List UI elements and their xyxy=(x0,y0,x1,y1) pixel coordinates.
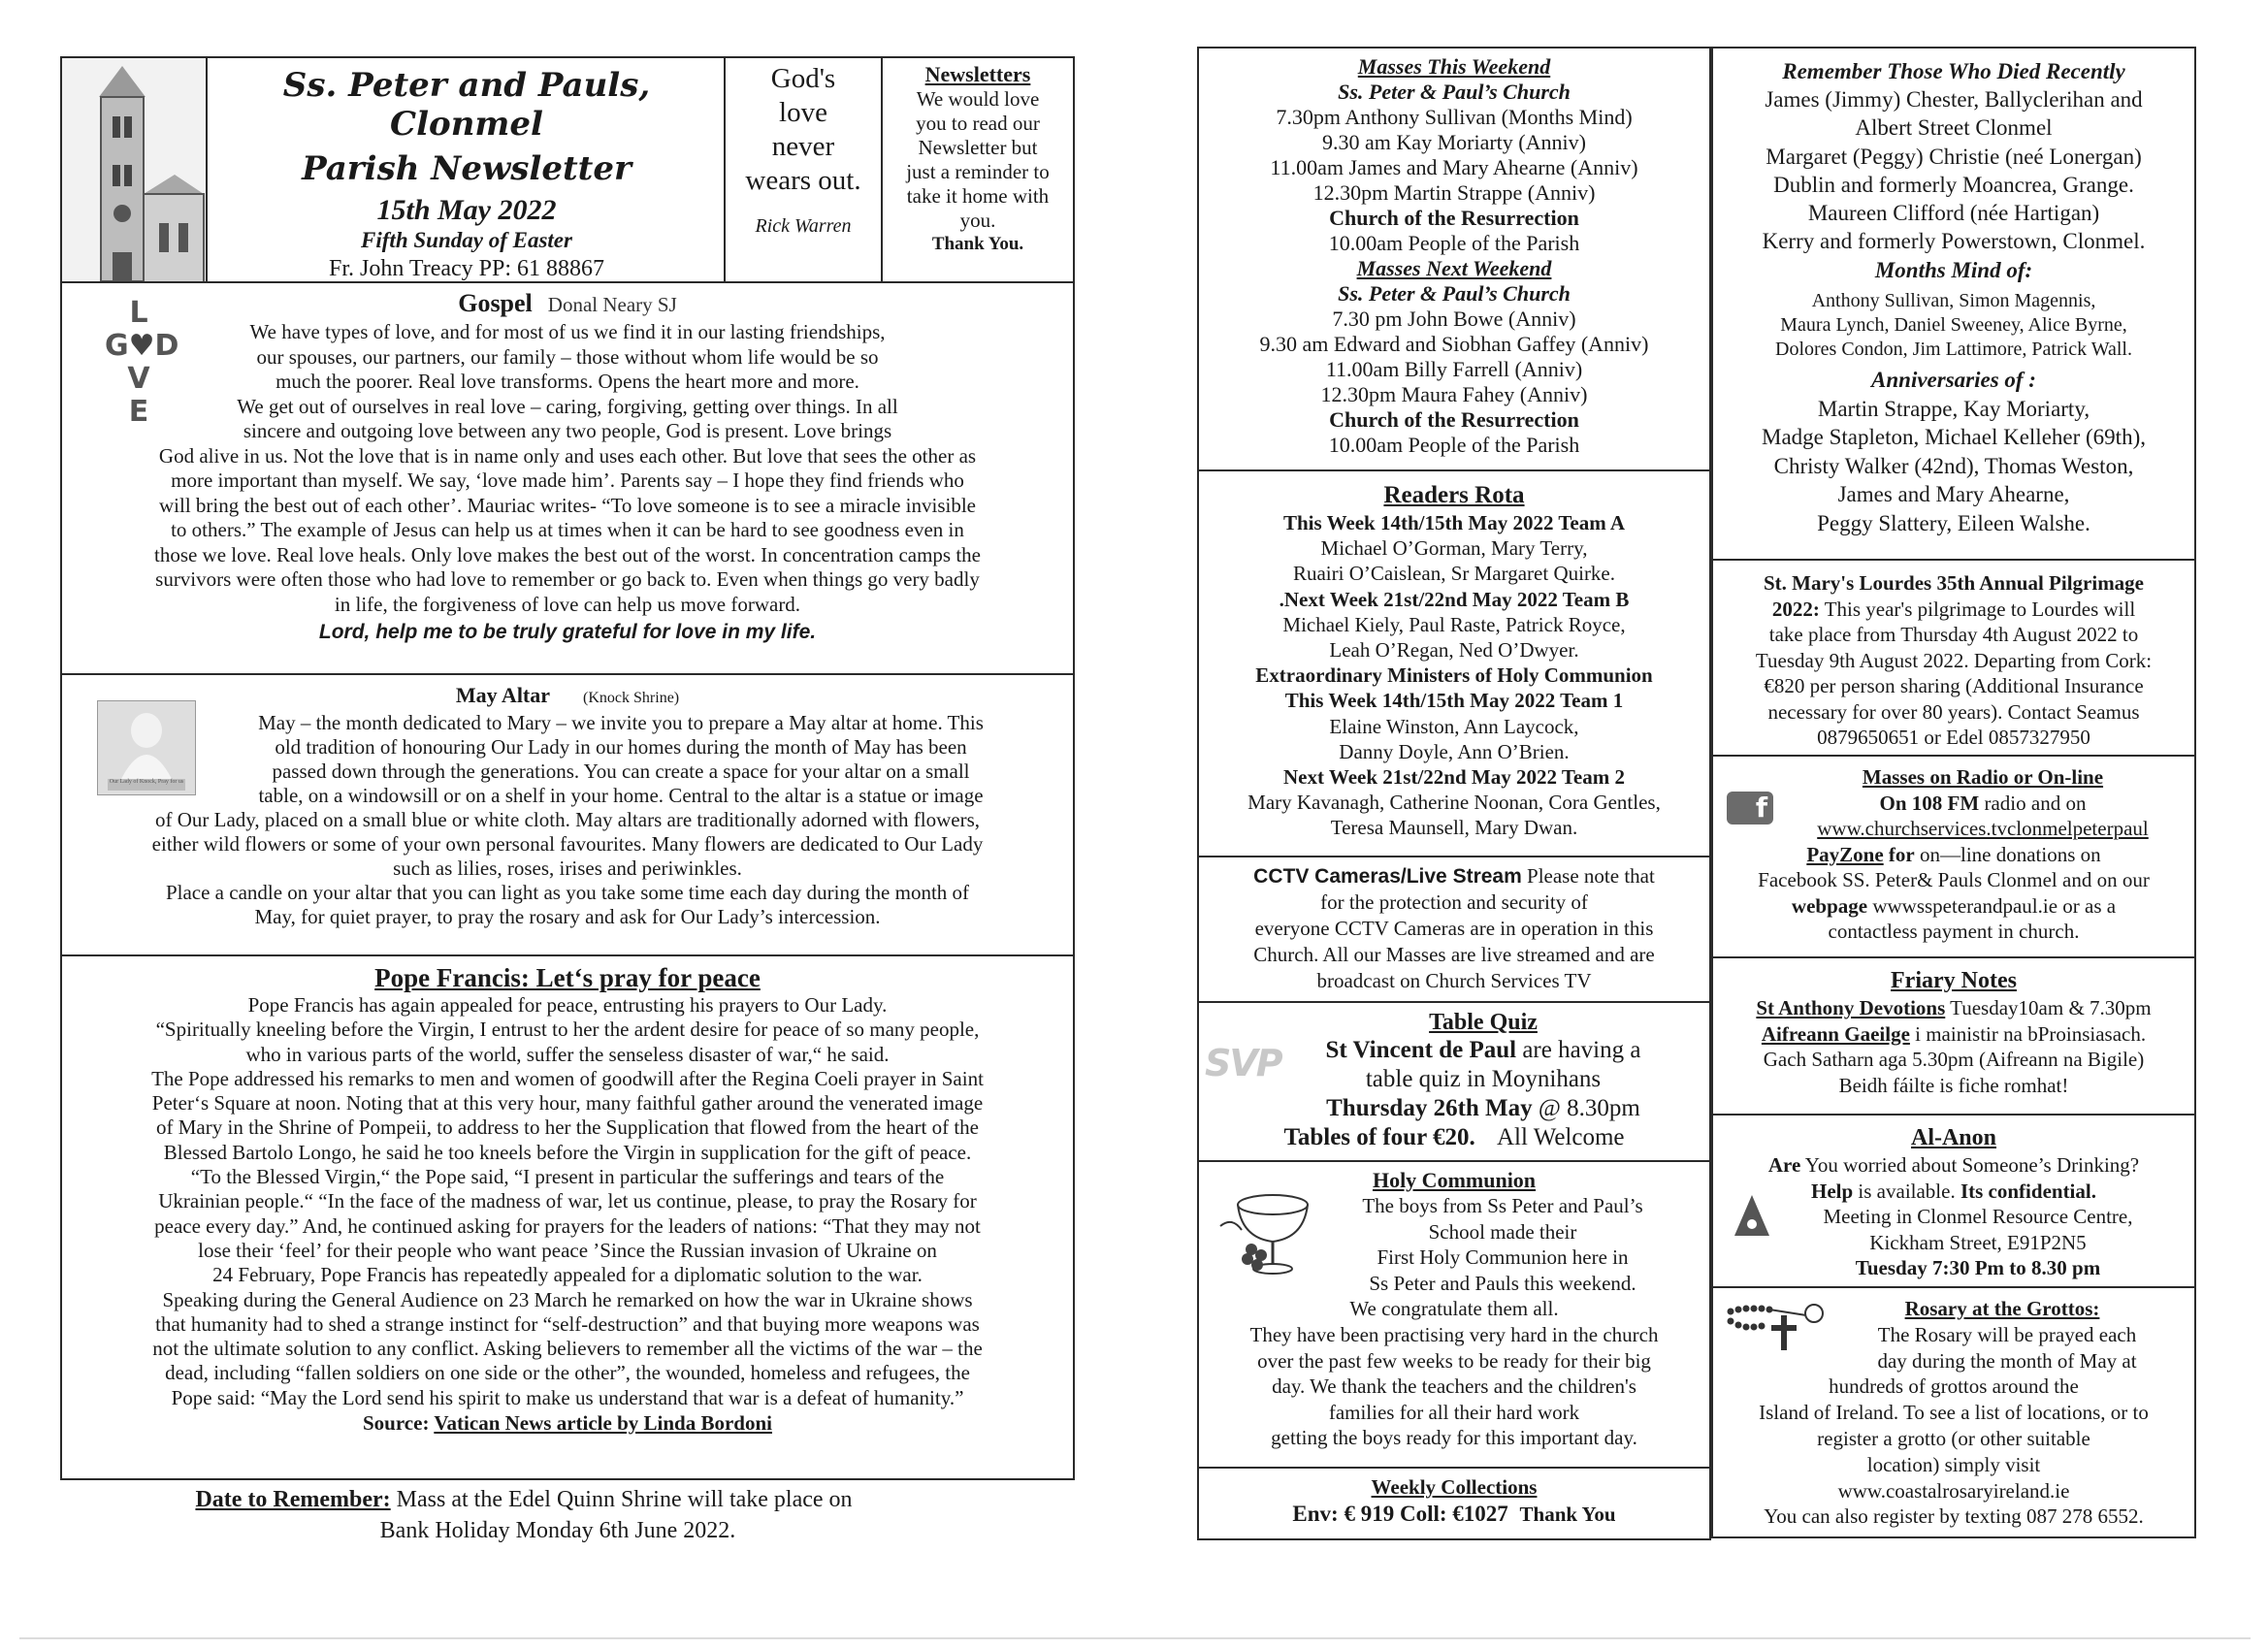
newsletters-line: Newsletter but xyxy=(918,136,1038,159)
pope-line: “To the Blessed Virgin,“ the Pope said, “I present in particular the sufferings and tears of the xyxy=(190,1165,945,1189)
alanon-title: Al-Anon xyxy=(1910,1125,1997,1150)
may-altar-line: May, for quiet prayer, to pray the rosary and ask for Our Lady’s intercession. xyxy=(254,905,881,928)
pope-line: of Mary in the Shrine of Pompeii, to address to her the Supplication that flowed from the heart of the xyxy=(156,1116,979,1140)
gospel-line: in life, the forgiveness of love can help us move forward. xyxy=(334,592,801,616)
died-line: Dublin and formerly Moancrea, Grange. xyxy=(1773,172,2134,197)
lourdes-year: 2022: xyxy=(1771,597,1820,621)
cctv-first-line xyxy=(1199,863,1709,889)
readers-this-week: This Week 14th/15th May 2022 Team A xyxy=(1283,511,1625,534)
gospel-box xyxy=(60,281,1075,675)
alanon-help: Help xyxy=(1811,1179,1854,1203)
pope-line: not the ultimate solution to any conflict. Asking believers to remember all the victims of the war – the xyxy=(152,1337,983,1361)
newsletter-date: 15th May 2022 xyxy=(376,194,557,226)
gospel-line: sincere and outgoing love between any two people, God is present. Love brings xyxy=(243,419,892,442)
communion-line: They have been practising very hard in the church xyxy=(1249,1322,1659,1346)
date-remember-text2: Bank Holiday Monday 6th June 2022. xyxy=(379,1518,736,1543)
gospel-line: to others.” The example of Jesus can help us at times when it can be hard to see goodness even in xyxy=(171,518,964,541)
gospel-line: We get out of ourselves in real love – caring, forgiving, getting over things. In all xyxy=(237,394,898,418)
rosary-line: hundreds of grottos around the xyxy=(1829,1374,2079,1399)
friary-gaeilge-line xyxy=(1713,1021,2194,1048)
love-letter: V xyxy=(127,362,150,396)
pope-line: who in various parts of the world, suffer the senseless disaster of war,“ he said. xyxy=(245,1042,890,1066)
lourdes-line: take place from Thursday 4th August 2022 to xyxy=(1768,623,2139,646)
mass-line: 11.00am Billy Farrell (Anniv) xyxy=(1325,357,1583,381)
love-letter: L xyxy=(129,296,148,330)
contactless-line: contactless payment in church. xyxy=(1828,920,2080,943)
masses-this-title: Masses This Weekend xyxy=(1357,54,1551,79)
radio-fm-rest: radio and on xyxy=(1979,791,2087,815)
quote-line: wears out. xyxy=(745,165,861,196)
gospel-body xyxy=(62,320,1073,617)
masses-box xyxy=(1197,47,1711,471)
communion-title: Holy Communion xyxy=(1372,1168,1537,1192)
pope-line: Pope Francis has again appealed for peace, entrusting his prayers to Our Lady. xyxy=(247,993,888,1017)
newsletters-line: We would love xyxy=(916,87,1040,111)
gospel-line: much the poorer. Real love transforms. Opens the heart more and more. xyxy=(275,370,859,393)
readers-next-week: .Next Week 21st/22nd May 2022 Team B xyxy=(1279,587,1630,611)
radio-url-link[interactable]: www.churchservices.tvclonmelpeterpaul xyxy=(1817,817,2149,840)
quiz-line3 xyxy=(1257,1094,1709,1123)
title-line1: Ss. Peter and Pauls, Clonmel xyxy=(282,66,651,144)
header-box xyxy=(60,56,726,283)
cctv-line: for the protection and security of xyxy=(1320,890,1588,914)
quote-line: God's xyxy=(770,63,836,94)
quiz-date: Thursday 26th May xyxy=(1326,1095,1533,1121)
em-line: Mary Kavanagh, Catherine Noonan, Cora Gentles, xyxy=(1247,791,1661,815)
gospel-line: survivors were often those who had love to remember or go back to. Even when things go very badly xyxy=(155,567,980,591)
quiz-time: @ 8.30pm xyxy=(1538,1095,1640,1121)
friary-line: Gach Satharn aga 5.30pm (Aifreann na Bigile) xyxy=(1763,1048,2145,1071)
payzone-line xyxy=(1713,842,2194,868)
gospel-line: more important than myself. We say, ‘love made him’. Parents say – I hope they find friends who xyxy=(171,469,964,492)
cctv-line: broadcast on Church Services TV xyxy=(1316,969,1592,992)
love-letter-g: G xyxy=(105,329,129,363)
pope-line: Pope said: “May the Lord send his spirit to make us understand that war is a defeat of humanity.” xyxy=(171,1385,964,1409)
gospel-line: We have types of love, and for most of us we find it in our lasting friendships, xyxy=(249,320,886,343)
pope-line: Peter‘s Square at noon. Noting that at this very hour, many faithful gather around the venerated image xyxy=(151,1091,984,1116)
quote-text xyxy=(726,62,881,198)
gospel-prayer: Lord, help me to be truly grateful for love in my life. xyxy=(318,621,817,643)
cctv-box xyxy=(1197,856,1711,1003)
church-image xyxy=(62,58,208,283)
may-altar-line: Place a candle on your altar that you can light as you take some time each day during the month of xyxy=(165,881,970,904)
may-altar-line: May – the month dedicated to Mary – we invite you to prepare a May altar at home. This xyxy=(258,711,984,734)
pope-line: 24 February, Pope Francis has repeatedly appealed for a diplomatic solution to the war. xyxy=(212,1263,923,1287)
mass-line: 7.30 pm John Bowe (Anniv) xyxy=(1332,307,1576,331)
anniversary-line: Christy Walker (42nd), Thomas Weston, xyxy=(1773,453,2134,478)
pope-line: peace every day.” And, he continued asking for prayers for the leaders of nations: “That they may not xyxy=(154,1213,981,1238)
pope-line: that humanity had to shed a strange instinct for “self-destruction” and that buying more weapons was xyxy=(155,1311,980,1336)
quiz-welcome: All Welcome xyxy=(1496,1124,1625,1150)
image-caption: Our Lady of Knock, Pray for us xyxy=(109,779,184,785)
em-line: Teresa Maunsell, Mary Dwan. xyxy=(1330,816,1578,840)
heart-icon: ♥ xyxy=(128,329,155,363)
love-letter-d: D xyxy=(154,329,179,363)
quiz-line1 xyxy=(1257,1036,1709,1065)
communion-line: getting the boys ready for this important day. xyxy=(1271,1426,1637,1450)
em-line: Danny Doyle, Ann O’Brien. xyxy=(1339,739,1570,763)
reader-line: Michael O’Gorman, Mary Terry, xyxy=(1320,536,1588,561)
communion-line: over the past few weeks to be ready for their big xyxy=(1257,1348,1651,1373)
lourdes-title: St. Mary's Lourdes 35th Annual Pilgrimage xyxy=(1763,571,2145,595)
source-link[interactable]: Vatican News article by Linda Bordoni xyxy=(434,1411,772,1436)
em-this-week: This Week 14th/15th May 2022 Team 1 xyxy=(1284,689,1624,713)
gospel-heading xyxy=(62,289,1073,318)
reader-line: Leah O’Regan, Ned O’Dwyer. xyxy=(1329,638,1579,663)
quote-line: never xyxy=(771,131,835,162)
date-remember-line1 xyxy=(60,1484,1075,1515)
source-label: Source: xyxy=(363,1411,430,1436)
quiz-title: Table Quiz xyxy=(1429,1010,1538,1035)
date-remember-label: Date to Remember: xyxy=(195,1487,391,1512)
mass-line: 10.00am People of the Parish xyxy=(1328,231,1580,255)
communion-line: School made their xyxy=(1428,1219,1577,1244)
alanon-line: Meeting in Clonmel Resource Centre, xyxy=(1823,1205,2133,1228)
died-line: Albert Street Clonmel xyxy=(1855,115,2053,141)
quiz-svp-name: St Vincent de Paul xyxy=(1325,1037,1517,1063)
pope-source xyxy=(62,1410,1073,1436)
mass-line: 10.00am People of the Parish xyxy=(1328,433,1580,457)
priest-1: Fr. John Treacy PP: 61 88867 xyxy=(328,256,605,281)
radio-fm-line xyxy=(1713,791,2194,817)
newsletters-line: you to read our xyxy=(916,112,1040,135)
quote-author: Rick Warren xyxy=(755,215,852,237)
months-mind-line: Maura Lynch, Daniel Sweeney, Alice Byrne, xyxy=(1780,313,2127,336)
communion-line: We congratulate them all. xyxy=(1349,1297,1559,1321)
collections-thanks: Thank You xyxy=(1519,1503,1616,1526)
communion-line: day. We thank the teachers and the children's xyxy=(1272,1374,1636,1399)
rosary-line: You can also register by texting 087 278 6552. xyxy=(1764,1504,2144,1529)
mass-line: 12.30pm Maura Fahey (Anniv) xyxy=(1320,382,1588,406)
may-altar-line: such as lilies, roses, irises and periwinkles. xyxy=(393,857,742,880)
facebook-icon-glyph: f xyxy=(1755,792,1767,824)
pope-line: Speaking during the General Audience on 23 March he remarked on how the war in Ukraine shows xyxy=(162,1287,973,1311)
rosary-line: register a grotto (or other suitable xyxy=(1817,1426,2090,1450)
gospel-line: will bring the best out of each other’. Mauriac writes- “To love someone is to see a miracle invisible xyxy=(159,493,976,517)
lourdes-line: necessary for over 80 years). Contact Seamus xyxy=(1767,699,2140,724)
church-tower-icon xyxy=(62,58,206,283)
masses-next-church: Ss. Peter & Paul’s Church xyxy=(1338,281,1571,306)
pope-line: Blessed Bartolo Longo, he said he too kneels before the Virgin in supplication for the gift of peace. xyxy=(163,1140,972,1164)
newsletters-title: Newsletters xyxy=(924,62,1031,86)
may-altar-line: either wild flowers or some of your own personal favourites. Many flowers are dedicated to Our Lady xyxy=(151,832,984,856)
alanon-are: Are xyxy=(1767,1153,1801,1177)
readers-title: Readers Rota xyxy=(1383,482,1525,508)
communion-box xyxy=(1197,1160,1711,1469)
months-mind-line: Dolores Condon, Jim Lattimore, Patrick Wall. xyxy=(1775,338,2132,360)
radio-fm: On 108 FM xyxy=(1879,791,1980,815)
months-mind-line: Anthony Sullivan, Simon Magennis, xyxy=(1811,289,2096,311)
friary-gaeilge: Aifreann Gaeilge xyxy=(1761,1021,1910,1046)
lourdes-line: 0879650651 or Edel 0857327950 xyxy=(1817,726,2090,749)
masses-next-resurrection: Church of the Resurrection xyxy=(1329,407,1579,432)
lourdes-line2 xyxy=(1713,597,2194,623)
friary-box xyxy=(1711,956,2196,1116)
quiz-line2: table quiz in Moynihans xyxy=(1365,1066,1602,1092)
em-line: Elaine Winston, Ann Laycock, xyxy=(1329,714,1579,738)
pope-line: dead, including “fallen soldiers on one side or the other”, the wounded, homeless and refugees, the xyxy=(165,1361,970,1385)
radio-box xyxy=(1711,755,2196,958)
webpage-line xyxy=(1713,893,2194,920)
may-altar-title: May Altar xyxy=(455,683,551,707)
lourdes-line: Tuesday 9th August 2022. Departing from Cork: xyxy=(1755,648,2153,672)
died-line: James (Jimmy) Chester, Ballyclerihan and xyxy=(1765,87,2143,112)
may-altar-line: old tradition of honouring Our Lady in our homes during the month of May has been xyxy=(275,735,967,759)
gospel-line: God alive in us. Not the love that is in name only and uses each other. But love that sees the other as xyxy=(158,443,977,468)
facebook-line: Facebook SS. Peter& Pauls Clonmel and on our xyxy=(1758,868,2150,891)
masses-this-church: Ss. Peter & Paul’s Church xyxy=(1338,80,1571,104)
may-altar-line: table, on a windowsill or on a shelf in your home. Central to the altar is a statue or image xyxy=(258,784,984,807)
date-remember-text1: Mass at the Edel Quinn Shrine will take place on xyxy=(396,1487,853,1512)
anniversaries-title: Anniversaries of : xyxy=(1871,367,2036,392)
rosary-line: The Rosary will be prayed each xyxy=(1877,1322,2137,1346)
quote-line: love xyxy=(779,97,827,128)
collections-amounts: Env: € 919 Coll: €1027 xyxy=(1292,1502,1508,1526)
lourdes-line: €820 per person sharing (Additional Insurance xyxy=(1764,674,2144,697)
alanon-line: Kickham Street, E91P2N5 xyxy=(1869,1230,2087,1254)
mass-line: 7.30pm Anthony Sullivan (Months Mind) xyxy=(1276,105,1633,129)
died-line: Kerry and formerly Powerstown, Clonmel. xyxy=(1762,229,2146,254)
payzone-link[interactable]: PayZone xyxy=(1806,842,1884,866)
pope-line: The Pope addressed his remarks to men and women of goodwill after the Regina Coeli prayer in Saint xyxy=(151,1066,984,1090)
friary-line: Beidh fáilte is fiche romhat! xyxy=(1838,1073,2069,1097)
may-altar-line: passed down through the generations. You can create a space for your altar on a small xyxy=(272,760,970,783)
reader-line: Michael Kiely, Paul Raste, Patrick Royce, xyxy=(1282,612,1626,636)
friary-devotions-line xyxy=(1713,995,2194,1021)
newsletter-title xyxy=(208,66,726,188)
may-altar-subtitle: (Knock Shrine) xyxy=(583,690,680,706)
rosary-url[interactable]: www.coastalrosaryireland.ie xyxy=(1837,1478,2070,1503)
communion-line: Ss Peter and Pauls this weekend. xyxy=(1369,1271,1636,1295)
gospel-line: our spouses, our partners, our family – those without whom life would be so xyxy=(256,344,879,369)
alanon-question xyxy=(1713,1152,2194,1179)
friary-devotions: St Anthony Devotions xyxy=(1756,996,1946,1019)
anniversary-line: James and Mary Ahearne, xyxy=(1837,482,2070,507)
masses-next-title: Masses Next Weekend xyxy=(1356,256,1552,280)
radio-title: Masses on Radio or On-line xyxy=(1862,765,2104,789)
love-letter: E xyxy=(128,395,149,429)
collections-title: Weekly Collections xyxy=(1371,1475,1538,1499)
quiz-text: are having a xyxy=(1522,1037,1641,1063)
lourdes-text: This year's pilgrimage to Lourdes will xyxy=(1819,597,2136,621)
pope-line: “Spiritually kneeling before the Virgin, I entrust to her the ardent desire for peace of so many people, xyxy=(155,1018,980,1042)
pope-body xyxy=(62,993,1073,1410)
page-fold-line xyxy=(19,1637,2251,1639)
may-altar-heading xyxy=(62,683,1073,708)
alanon-help-line xyxy=(1713,1179,2194,1205)
cctv-line: Please note that xyxy=(1527,864,1655,888)
anniversary-line: Peggy Slattery, Eileen Walshe. xyxy=(1817,510,2090,535)
gospel-line: those we love. Real love heals. Only love makes the best out of the worst. In concentration camps the xyxy=(153,542,982,566)
alanon-confidential: Its confidential. xyxy=(1955,1179,2096,1203)
newsletters-line: take it home with xyxy=(906,184,1050,208)
webpage-label: webpage xyxy=(1791,893,1868,918)
may-altar-box xyxy=(60,673,1075,956)
pope-line: Ukrainian people.“ “In the face of the madness of war, let us continue, please, to pray the Rosary for xyxy=(158,1189,977,1213)
rosary-box xyxy=(1711,1286,2196,1538)
rosary-line: day during the month of May at xyxy=(1877,1348,2137,1373)
may-altar-body xyxy=(62,711,1073,929)
alanon-question-rest: You worried about Someone’s Drinking? xyxy=(1800,1153,2140,1177)
gospel-title: Gospel xyxy=(458,289,533,317)
mass-line: 12.30pm Martin Strappe (Anniv) xyxy=(1312,180,1596,205)
rosary-line: location) simply visit xyxy=(1866,1452,2041,1476)
mass-line: 9.30 am Edward and Siobhan Gaffey (Anniv) xyxy=(1259,332,1649,356)
quiz-box xyxy=(1197,1001,1711,1162)
rosary-title: Rosary at the Grottos: xyxy=(1904,1297,2100,1320)
rosary-line: Island of Ireland. To see a list of locations, or to xyxy=(1759,1401,2149,1425)
anniversary-line: Martin Strappe, Kay Moriarty, xyxy=(1817,396,2090,421)
quote-box xyxy=(724,56,883,283)
svp-logo: SVP xyxy=(1205,1042,1281,1084)
pope-box xyxy=(60,954,1075,1480)
mass-line: 11.00am James and Mary Ahearne (Anniv) xyxy=(1270,155,1638,179)
masses-this-resurrection: Church of the Resurrection xyxy=(1329,206,1579,230)
em-next-week: Next Week 21st/22nd May 2022 Team 2 xyxy=(1283,765,1625,790)
communion-line: First Holy Communion here in xyxy=(1377,1245,1629,1270)
date-to-remember xyxy=(60,1484,1075,1546)
newsletters-box xyxy=(881,56,1075,283)
newsletters-line: just a reminder to xyxy=(906,160,1050,183)
died-title: Remember Those Who Died Recently xyxy=(1782,59,2125,83)
pope-line: lose their ‘feel’ for their people who want peace ’Since the Russian invasion of Ukraine on xyxy=(198,1238,937,1262)
anniversary-line: Madge Stapleton, Michael Kelleher (69th), xyxy=(1762,425,2146,450)
communion-line: families for all their hard work xyxy=(1328,1400,1580,1424)
title-line2: Parish Newsletter xyxy=(302,149,632,188)
payzone-rest: on—line donations on xyxy=(1914,842,2101,866)
webpage-rest: wwwsspeterandpaul.ie or as a xyxy=(1867,893,2117,918)
cctv-line: everyone CCTV Cameras are in operation in this xyxy=(1254,917,1654,940)
alanon-box xyxy=(1711,1114,2196,1288)
pope-title: Pope Francis: Let‘s pray for peace xyxy=(374,963,761,992)
sunday-name: Fifth Sunday of Easter xyxy=(361,228,572,252)
may-altar-line: of Our Lady, placed on a small blue or white cloth. May altars are traditionally adorned with flowers, xyxy=(154,808,981,831)
died-line: Maureen Clifford (née Hartigan) xyxy=(1807,201,2100,226)
alanon-time: Tuesday 7:30 Pm to 8.30 pm xyxy=(1855,1256,2101,1279)
died-line: Margaret (Peggy) Christie (neé Lonergan) xyxy=(1766,144,2142,169)
died-box xyxy=(1711,47,2196,561)
mass-line: 9.30 am Kay Moriarty (Anniv) xyxy=(1322,130,1586,154)
gospel-author: Donal Neary SJ xyxy=(547,293,677,316)
newsletters-line: you. xyxy=(959,209,996,232)
cctv-line: Church. All our Masses are live streamed and are xyxy=(1253,943,1655,966)
friary-gaeilge-rest: i mainistir na bProinsiasach. xyxy=(1909,1021,2147,1046)
quiz-price: Tables of four €20. xyxy=(1283,1124,1475,1150)
friary-title: Friary Notes xyxy=(1891,968,2017,993)
collections-box xyxy=(1197,1467,1711,1540)
lourdes-box xyxy=(1711,559,2196,757)
months-mind-title: Months Mind of: xyxy=(1874,257,2033,282)
friary-devotions-time: Tuesday10am & 7.30pm xyxy=(1945,996,2152,1019)
newsletters-thanks: Thank You. xyxy=(931,234,1024,254)
readers-box xyxy=(1197,469,1711,857)
em-title: Extraordinary Ministers of Holy Communion xyxy=(1255,663,1653,688)
payzone-for: for xyxy=(1883,842,1915,866)
communion-line: The boys from Ss Peter and Paul’s xyxy=(1362,1194,1643,1217)
reader-line: Ruairi O’Caislean, Sr Margaret Quirke. xyxy=(1292,562,1616,586)
alanon-help-rest: is available. xyxy=(1853,1179,1956,1203)
cctv-title: CCTV Cameras/Live Stream xyxy=(1253,865,1522,888)
